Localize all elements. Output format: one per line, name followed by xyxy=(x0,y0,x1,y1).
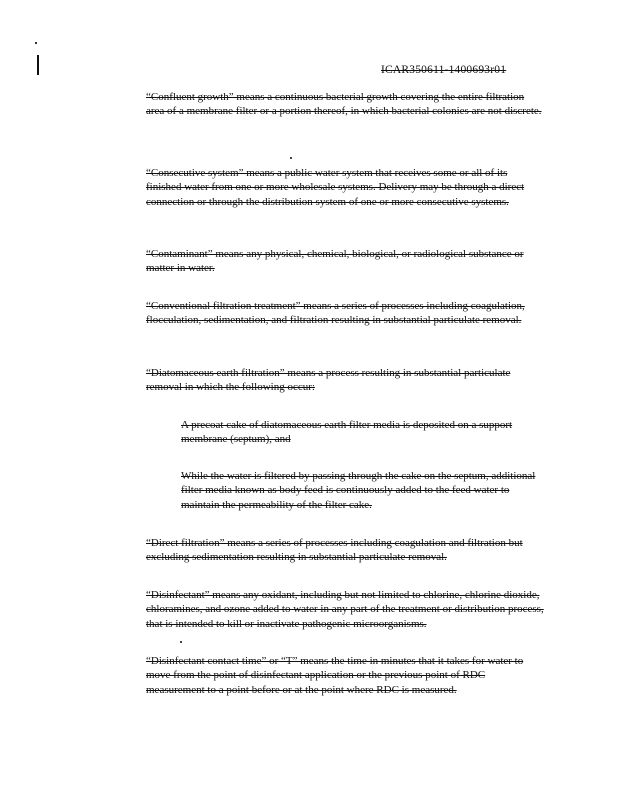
document-id: ICAR350611-1400693r01 xyxy=(381,64,507,76)
definition-conventional-filtration: “Conventional filtration treatment” means a series of processes including coagulation, flocculation, sedimentation, and filtration resulting in substantial particulate removal. xyxy=(146,300,525,327)
scan-speck xyxy=(290,157,292,159)
scan-speck xyxy=(35,42,37,44)
subitem-body-feed: While the water is filtered by passing through the cake on the septum, additional filter media known as body feed is continuously added to the feed water to maintain the permeability of the filter cake. xyxy=(181,470,536,511)
definition-direct-filtration: “Direct filtration” means a series of processes including coagulation and filtration but excluding sedimentation resulting in substantial particulate removal. xyxy=(146,537,523,564)
definition-consecutive-system: “Consecutive system” means a public water system that receives some or all of its finished water from one or more wholesale systems. Delivery may be through a direct connection or through the distribution system of one or more consecutive systems. xyxy=(146,167,525,208)
definition-confluent-growth: “Confluent growth” means a continuous bacterial growth covering the entire filtration area of a membrane filter or a portion thereof, in which bacterial colonies are not discrete. xyxy=(146,91,542,118)
definition-diatomaceous-earth-filtration: “Diatomaceous earth filtration” means a process resulting in substantial particulate removal in which the following occur: xyxy=(146,367,511,394)
margin-bar xyxy=(37,55,39,75)
subitem-precoat-cake: A precoat cake of diatomaceous earth filter media is deposited on a support membrane (septum), and xyxy=(181,419,513,446)
scan-speck xyxy=(180,641,182,643)
definition-disinfectant-contact-time: “Disinfectant contact time” or “T” means the time in minutes that it takes for water to move from the point of disinfectant application or the previous point of RDC measurement to a point before or at the point where RDC is measured. xyxy=(146,655,524,696)
definition-disinfectant: “Disinfectant” means any oxidant, including but not limited to chlorine, chlorine dioxide, chloramines, and ozone added to water in any part of the treatment or distribution process, that is intended to kill or inactivate pathogenic microorganisms. xyxy=(146,589,544,630)
definition-contaminant: “Contaminant” means any physical, chemical, biological, or radiological substance or matter in water. xyxy=(146,248,524,275)
